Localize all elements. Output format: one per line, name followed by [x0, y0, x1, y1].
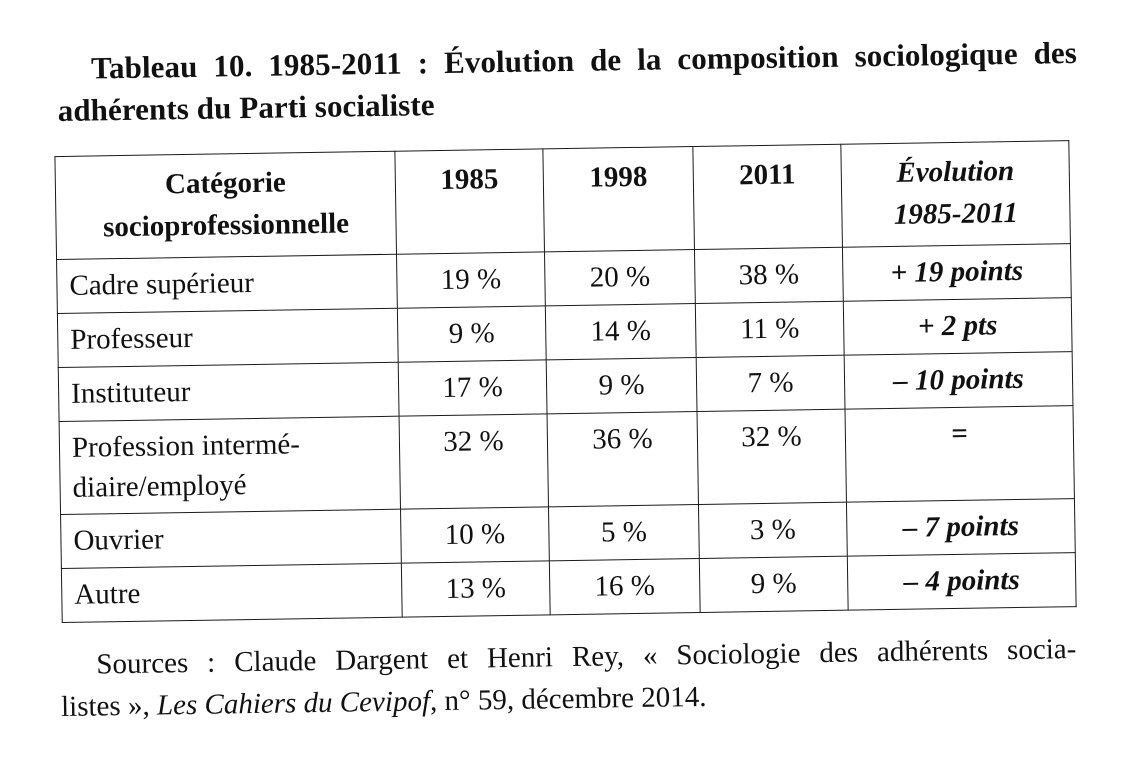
- header-category-line-1: Catégorie: [164, 166, 287, 201]
- row-2011: 38 %: [694, 247, 843, 303]
- row-1985: 32 %: [399, 414, 548, 509]
- row-category: Instituteur: [58, 362, 399, 421]
- journal-title: Les Cahiers du Cevipof: [156, 685, 431, 722]
- caption-line-2: adhérents du Parti socialiste: [57, 87, 435, 129]
- row-1985: 9 %: [397, 306, 546, 362]
- sources-text-part-3: , n° 59, décembre 2014.: [429, 680, 707, 718]
- row-1998: 9 %: [546, 358, 697, 414]
- table-caption: [57, 32, 1078, 132]
- header-evolution-line-2: 1985-2011: [893, 196, 1019, 231]
- header-evolution: [841, 141, 1071, 248]
- sources-line-1: Sources : Claude Dargent et Henri Rey, « Sociologie des adhérents socia-: [96, 633, 1077, 681]
- row-evolution: + 2 pts: [843, 298, 1072, 356]
- row-evolution: – 4 points: [847, 553, 1076, 611]
- row-category: Ouvrier: [61, 509, 402, 568]
- row-1998: 20 %: [544, 250, 695, 306]
- table-row: [59, 406, 1074, 515]
- row-1985: 17 %: [398, 360, 547, 416]
- row-category: [59, 416, 400, 514]
- row-2011: 9 %: [699, 556, 848, 612]
- row-2011: 3 %: [698, 502, 847, 558]
- row-category: Autre: [61, 563, 402, 622]
- row-1998: 36 %: [547, 412, 698, 507]
- row-category: Professeur: [57, 308, 398, 367]
- sources-note: [60, 628, 1077, 728]
- row-evolution: + 19 points: [842, 244, 1071, 302]
- row-1998: 16 %: [549, 558, 700, 614]
- header-category-line-2: socioprofessionnelle: [102, 207, 350, 244]
- row-1985: 10 %: [401, 507, 550, 563]
- row-evolution: =: [845, 406, 1074, 503]
- row-evolution: – 10 points: [844, 352, 1073, 410]
- header-1998: 1998: [543, 147, 695, 252]
- row-1998: 14 %: [545, 304, 696, 360]
- row-category-line-2: diaire/employé: [72, 469, 247, 504]
- row-2011: 7 %: [696, 355, 845, 411]
- row-2011: 11 %: [695, 301, 844, 357]
- header-1985: 1985: [395, 149, 545, 254]
- row-category-line-1: Profession intermé-: [71, 428, 301, 464]
- row-2011: 32 %: [697, 409, 846, 504]
- header-evolution-line-1: Évolution: [896, 155, 1015, 189]
- row-category: Cadre supérieur: [57, 254, 398, 313]
- membership-table: [54, 140, 1076, 623]
- header-2011: 2011: [693, 144, 843, 249]
- sources-text-part-2: listes »,: [60, 689, 158, 724]
- row-1985: 19 %: [397, 252, 546, 308]
- table-header-row: [55, 141, 1070, 260]
- row-1998: 5 %: [548, 504, 699, 560]
- row-1985: 13 %: [401, 561, 550, 617]
- row-evolution: – 7 points: [846, 499, 1075, 557]
- caption-line-1: Tableau 10. 1985-2011 : Évolution de la composition sociologique des: [90, 34, 1078, 86]
- header-category: [55, 151, 397, 259]
